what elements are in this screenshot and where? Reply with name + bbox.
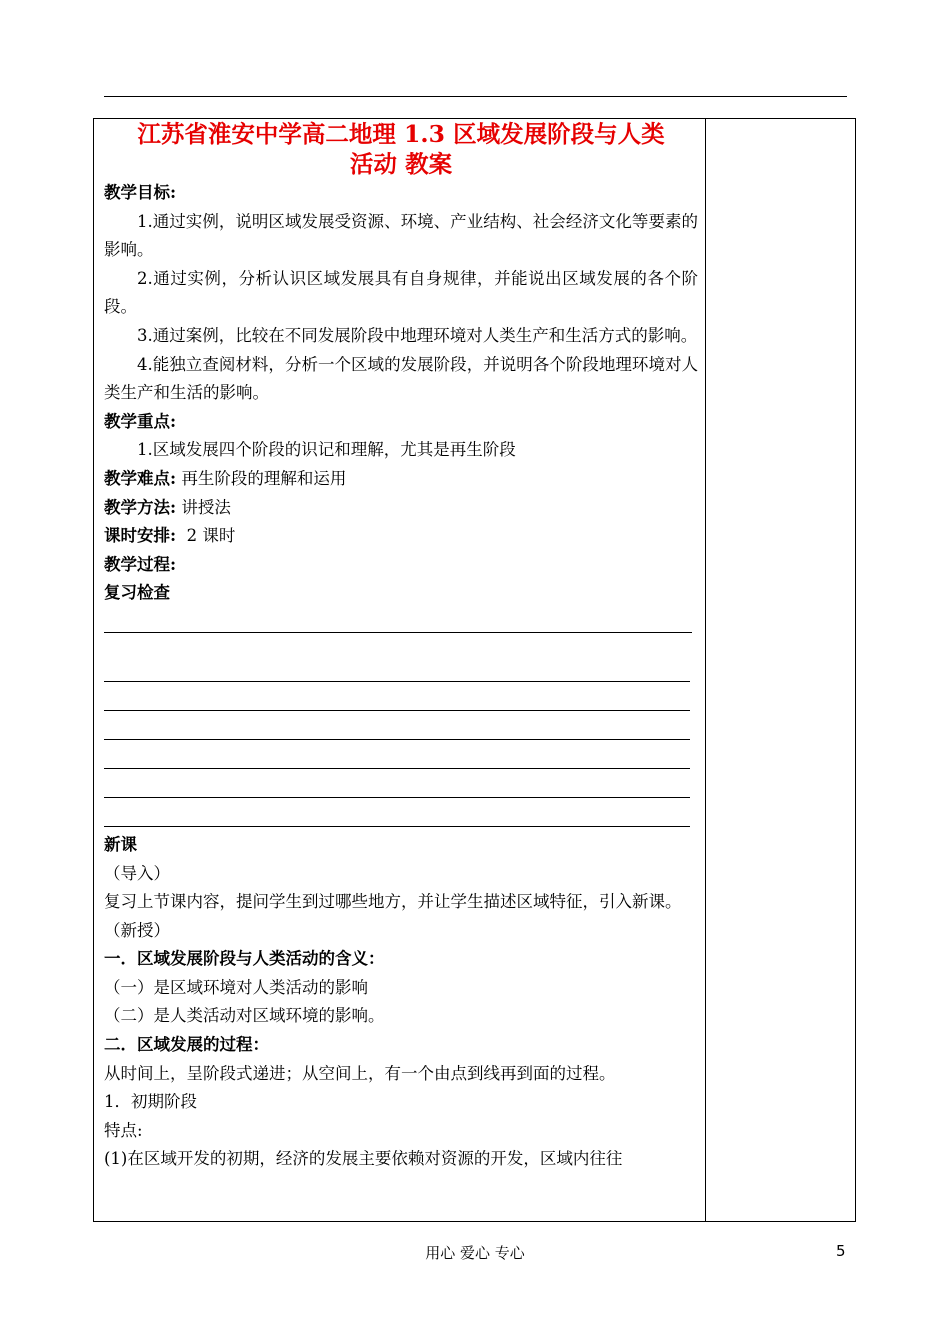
new-lesson-heading: 新课	[104, 834, 137, 854]
objective-3: 3.通过案例，比较在不同发展阶段中地理环境对人类生产和生活方式的影响。	[137, 325, 698, 345]
review-blank-line	[104, 682, 690, 711]
intro-text: 复习上节课内容，提问学生到过哪些地方，并让学生描述区域特征，引入新课。	[104, 892, 682, 912]
section-1-item-2: （二）是人类活动对区域环境的影响。	[104, 1006, 385, 1026]
schedule-label: 课时安排:	[104, 526, 177, 546]
schedule-value: 2 课时	[186, 526, 236, 546]
review-blank-line	[104, 711, 690, 740]
objective-2: 2.通过实例，分析认识区域发展具有自身规律，并能说出区域发展的各个阶段。	[104, 268, 698, 317]
title-line-2: 活动 教案	[349, 150, 453, 178]
section-1-item-1: （一）是区域环境对人类活动的影响	[104, 977, 368, 997]
column-divider	[705, 118, 706, 1222]
objective-4: 4.能独立查阅材料，分析一个区域的发展阶段，并说明各个阶段地理环境对人类生产和生活的影响。	[104, 354, 698, 403]
section-2-heading: 二．区域发展的过程：	[104, 1035, 269, 1055]
difficulty-row	[104, 465, 698, 494]
method-value: 讲授法	[181, 497, 231, 517]
main-column	[104, 118, 698, 1174]
method-row	[104, 494, 698, 523]
method-label: 教学方法:	[104, 497, 177, 517]
key-point-1: 1.区域发展四个阶段的识记和理解，尤其是再生阶段	[137, 440, 516, 460]
stage-1-heading: 1．初期阶段	[104, 1092, 197, 1112]
features-label: 特点:	[104, 1120, 143, 1140]
objectives-heading: 教学目标:	[104, 183, 177, 202]
difficulty-value: 再生阶段的理解和运用	[181, 468, 347, 488]
page-number: 5	[836, 1242, 846, 1260]
title-line-1: 江苏省淮安中学高二地理 1.3 区域发展阶段与人类	[137, 120, 665, 148]
review-blank-line	[104, 740, 690, 769]
feature-1: (1)在区域开发的初期，经济的发展主要依赖对资源的开发，区域内往往	[104, 1149, 623, 1169]
page-title	[104, 118, 698, 179]
section-1-heading: 一．区域发展阶段与人类活动的含义：	[104, 949, 385, 969]
review-blank-line	[104, 769, 690, 798]
footer-slogan: 用心 爱心 专心	[425, 1244, 525, 1262]
review-blank-line	[104, 633, 690, 682]
header-rule	[104, 96, 847, 97]
objective-1: 1.通过实例，说明区域发展受资源、环境、产业结构、社会经济文化等要素的影响。	[104, 211, 698, 260]
difficulty-label: 教学难点:	[104, 468, 177, 488]
process-heading: 教学过程:	[104, 554, 177, 574]
section-2-text: 从时间上，呈阶段式递进；从空间上，有一个由点到线再到面的过程。	[104, 1063, 616, 1083]
intro-tag: （导入）	[104, 863, 170, 883]
review-heading: 复习检查	[104, 583, 170, 603]
review-blank-line	[104, 798, 690, 827]
schedule-row	[104, 522, 698, 551]
new-tag: （新授）	[104, 920, 170, 940]
key-points-heading: 教学重点:	[104, 411, 177, 431]
review-blank-line	[104, 604, 692, 633]
